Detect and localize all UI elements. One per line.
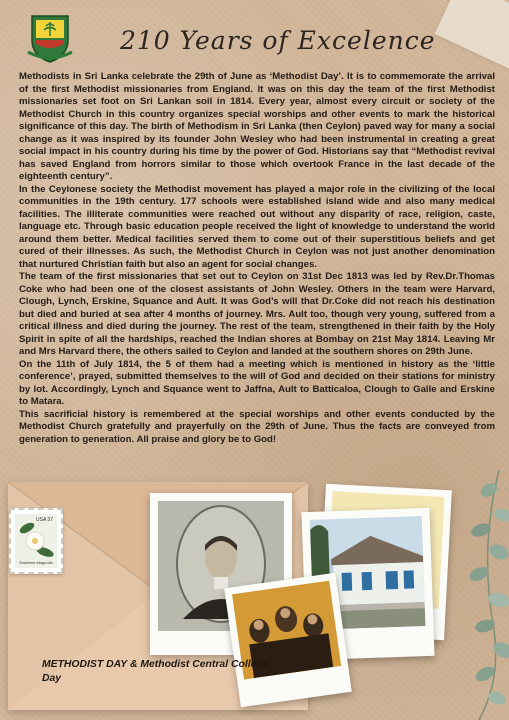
stamp-caption: Southern Magnolia <box>19 560 53 565</box>
paragraph: On the 11th of July 1814, the 5 of them had a meeting which is mentioned in history as the ‘little conference’, prayed, submitted themselves to the will of God and decided on their stations for ministry by lot. Accordingly, Lynch and Squance went to Jaffna, Ault to Batticaloa, Clough to Galle and Erskine to Matara. <box>19 358 495 407</box>
group-painting-photo <box>224 573 352 707</box>
page-title: 210 Years of Excelence <box>120 26 436 55</box>
paragraph: Methodists in Sri Lanka celebrate the 29th of June as ‘Methodist Day’. It is to commemorate the arrival of the first Methodist missionaries from England. It was on this day the team of the first Methodist missionaries set foot on Sri Lankan soil in 1814. Every year, almost every circuit or society of the Methodist Church in this country organizes special worships and other events to mark the historical significance of this day. The birth of Methodism in Sri Lanka (then Ceylon) paved way for many a social change as it was inspired by its founder John Wesley who had been instrumental in creating a great social impact in his country during his time by the power of God. Historians say that “Methodist revival has saved England from horrors similar to those which overtook France in the last decade of the eighteenth century”. <box>19 71 495 182</box>
caption-text: METHODIST DAY & Methodist Central College Day <box>42 659 269 684</box>
eucalyptus-leaves-decoration <box>439 470 509 720</box>
paragraph: The team of the first missionaries that set out to Ceylon on 31st Dec 1813 was led by Rev.Dr.Thomas Coke who had been one of the closest assistants of John Wesley. Others in the team were Harvard, Clough, Lynch, Erskine, Squance and Ault. It was God’s will that Dr.Coke did not reach his destination but died and buried at sea after 4 months of journey. Mrs. Ault too, though very young, suffered from a critical illness and died during the journey. The rest of the team, strengthened in their faith by the Holy Spirit in spite of all the hardships, reached the Indian shores at Bombay on 21st May 1814. Leaving Mr and Mrs Harvard there, the others sailed to Ceylon and landed at the southern shores on 29th June. <box>19 271 495 357</box>
postage-stamp <box>9 508 63 574</box>
stamp-value: USA 37 <box>36 517 53 523</box>
paragraph: In the Ceylonese society the Methodist movement has played a major role in the civilizing of the local communities in the 19th century. 177 schools were established island wide and also many medical facilities. The illiterate communities were reached out without any disparity of race, religion, caste, language etc. Through basic education people received the light of knowledge to understand the world around them better. Medical facilities served them to come out of their superstitious beliefs and get cured of their illnesses. As such, the Methodist Church in Ceylon was not just another denomination that nurtured Christian faith but also an agent for social changes. <box>19 183 495 270</box>
article-body <box>19 71 495 446</box>
paragraph: This sacrificial history is remembered at the special worships and other events conducted by the Methodist Church gratefully and prayerfully on the 29th of June. Thus the facts are conveyed from generation to generation. All praise and glory be to God! <box>19 408 495 445</box>
school-crest-logo <box>26 12 74 64</box>
